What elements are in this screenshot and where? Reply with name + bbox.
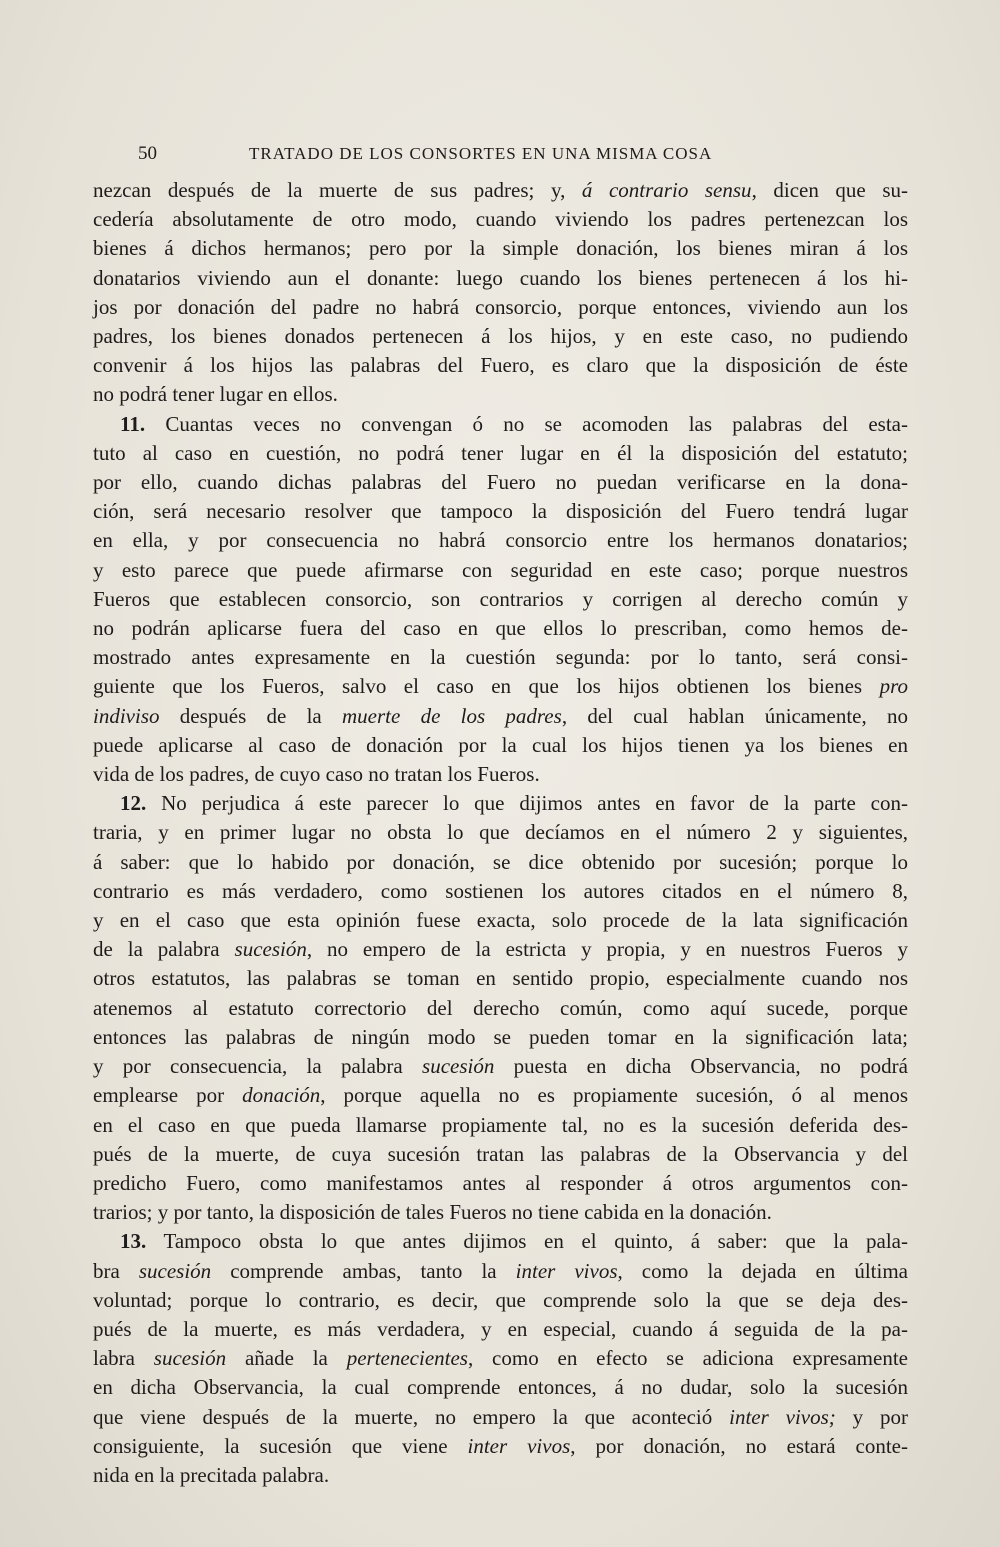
text-line [93,439,908,468]
text-line [93,877,908,906]
text-segment: bienes á dichos hermanos; pero por la simple donación, los bienes miran á los [93,236,908,261]
text-segment: y por consecuencia, la palabra [93,1054,423,1079]
text-segment: puede aplicarse al caso de donación por la cual los hijos tienen ya los bienes en [93,732,908,757]
text-line [93,468,908,497]
text-segment: bra [93,1258,139,1283]
text-line [93,1403,908,1432]
text-segment: comprende ambas, tanto la [211,1258,516,1283]
text-segment: mostrado antes expresamente en la cuestión segunda: por lo tanto, será consi- [93,645,908,670]
text-segment: donatarios viviendo aun el donante: luego cuando los bienes pertenecen á los hi- [93,265,908,290]
text-segment: , porque aquella no es propiamente sucesión, ó al menos [320,1083,908,1108]
italic-phrase: pro [879,674,908,699]
text-line [93,760,908,789]
text-segment: en el caso en que pueda llamarse propiamente tal, no es la sucesión deferida des- [93,1112,908,1137]
text-line [93,643,908,672]
text-segment: Cuantas veces no convengan ó no se acomoden las palabras del esta- [145,411,908,436]
text-segment: y en el caso que esta opinión fuese exacta, solo procede de la lata significación [93,908,908,933]
text-segment: , por donación, no estará conte- [570,1433,908,1458]
text-line [93,1373,908,1402]
text-line [93,702,908,731]
italic-phrase: inter vivos [467,1433,571,1458]
text-segment: no podrá tener lugar en ellos. [93,382,338,407]
italic-phrase: á contrario sensu [581,178,752,202]
text-segment: Fueros que establecen consorcio, son contrarios y corrigen al derecho común y [93,586,908,611]
text-segment: , no empero de la estricta y propia, y en nuestros Fueros y [306,937,908,962]
page-number: 50 [138,143,157,164]
text-segment: por ello, cuando dichas palabras del Fuero no puedan verificarse en la dona- [93,470,908,495]
text-line [93,964,908,993]
italic-phrase: donación [242,1083,321,1108]
text-segment: entonces las palabras de ningún modo se pueden tomar en la significación lata; [93,1024,908,1049]
text-line [93,585,908,614]
text-segment: otros estatutos, las palabras se toman en sentido propio, especialmente cuando nos [93,966,908,991]
text-line [93,234,908,263]
text-line [93,380,908,409]
italic-phrase: inter vivos [515,1258,618,1283]
text-segment: labra [93,1346,154,1371]
text-segment: atenemos al estatuto correctorio del derecho común, como aquí sucede, porque [93,995,908,1020]
text-segment: que viene después de la muerte, no empero la que aconteció [93,1404,730,1429]
text-segment: pués de la muerte, es más verdadera, y en especial, cuando á seguida de la pa- [93,1316,908,1341]
text-line [93,1344,908,1373]
italic-phrase: pertenecientes [346,1346,468,1371]
text-line [93,1169,908,1198]
text-segment: padres, los bienes donados pertenecen á los hijos, y en este caso, no pudiendo [93,324,908,349]
text-segment: , como en efecto se adiciona expresamente [467,1346,908,1371]
body-text [93,176,908,1490]
text-segment: nida en la precitada palabra. [93,1462,330,1487]
text-segment: puesta en dicha Observancia, no podrá [494,1054,908,1079]
paragraph-number: 11. [120,411,146,436]
text-line [93,1023,908,1052]
italic-phrase: sucesión [422,1054,495,1079]
text-line [93,410,908,439]
text-segment: tuto al caso en cuestión, no podrá tener lugar en él la disposición del estatuto; [93,440,908,465]
text-line [93,293,908,322]
text-line [93,497,908,526]
text-segment: nezcan después de la muerte de sus padres; y, [93,178,582,202]
text-line [93,1315,908,1344]
text-line [93,994,908,1023]
italic-phrase: inter vivos; [729,1404,836,1429]
text-segment: pués de la muerte, de cuya sucesión tratan las palabras de la Observancia y del [93,1141,908,1166]
text-line [93,1432,908,1461]
italic-phrase: muerte de los padres [342,703,562,728]
text-segment: , dicen que su- [751,178,908,202]
text-segment: , como la dejada en última [617,1258,908,1283]
text-line [93,264,908,293]
text-segment: convenir á los hijos las palabras del Fuero, es claro que la disposición de éste [93,353,908,378]
text-segment: á saber: que lo habido por donación, se dice obtenido por sucesión; porque lo [93,849,908,874]
italic-phrase: sucesión [234,937,307,962]
text-line [93,1461,908,1490]
text-line [93,1111,908,1140]
text-segment: cedería absolutamente de otro modo, cuando viviendo los padres pertenezcan los [93,207,908,232]
text-segment: y por [835,1404,908,1429]
text-line [93,906,908,935]
text-line [93,1140,908,1169]
text-segment: trarios; y por tanto, la disposición de tales Fueros no tiene cabida en la donación. [93,1200,772,1225]
text-line [93,176,908,205]
text-segment: consiguiente, la sucesión que viene [93,1433,468,1458]
text-line [93,1052,908,1081]
text-segment: voluntad; porque lo contrario, es decir, que comprende solo la que se deja des- [93,1287,908,1312]
text-line [93,1286,908,1315]
text-line [93,818,908,847]
text-segment: guiente que los Fueros, salvo el caso en que los hijos obtienen los bienes [93,674,880,699]
text-line [93,1227,908,1256]
page-header [138,143,918,165]
italic-phrase: sucesión [138,1258,212,1283]
text-line [93,672,908,701]
running-title: TRATADO DE LOS CONSORTES EN UNA MISMA COSA [249,144,713,163]
text-segment: de la palabra [93,937,235,962]
text-line [93,1198,908,1227]
text-segment: después de la [159,703,342,728]
text-line [93,848,908,877]
text-segment: predicho Fuero, como manifestamos antes al responder á otros argumentos con- [93,1170,908,1195]
text-segment: vida de los padres, de cuyo caso no tratan los Fueros. [93,762,540,787]
text-line [93,789,908,818]
text-segment: en ella, y por consecuencia no habrá consorcio entre los hermanos donatarios; [93,528,908,553]
text-segment: emplearse por [93,1083,243,1108]
paragraph-number: 12. [120,791,147,816]
text-segment: y esto parece que puede afirmarse con seguridad en este caso; porque nuestros [93,557,908,582]
text-segment: no podrán aplicarse fuera del caso en que ellos lo prescriban, como hemos de- [93,616,908,641]
paragraph-number: 13. [120,1229,147,1254]
text-line [93,1081,908,1110]
text-segment: , del cual hablan únicamente, no [561,703,908,728]
text-line [93,205,908,234]
text-segment: No perjudica á este parecer lo que dijimos antes en favor de la parte con- [146,791,908,816]
text-segment: en dicha Observancia, la cual comprende entonces, á no dudar, solo la sucesión [93,1375,908,1400]
text-segment: Tampoco obsta lo que antes dijimos en el quinto, á saber: que la pala- [146,1229,908,1254]
text-line [93,526,908,555]
text-line [93,351,908,380]
text-line [93,556,908,585]
text-line [93,935,908,964]
text-line [93,1257,908,1286]
text-line [93,731,908,760]
text-segment: traria, y en primer lugar no obsta lo que decíamos en el número 2 y siguientes, [93,820,908,845]
text-segment: ción, será necesario resolver que tampoco la disposición del Fuero tendrá lugar [93,499,908,524]
text-line [93,614,908,643]
italic-phrase: indiviso [93,703,160,728]
italic-phrase: sucesión [153,1346,227,1371]
text-line [93,322,908,351]
text-segment: jos por donación del padre no habrá consorcio, porque entonces, viviendo aun los [93,294,908,319]
text-segment: añade la [226,1346,347,1371]
text-segment: contrario es más verdadero, como sostienen los autores citados en el número 8, [93,878,908,903]
